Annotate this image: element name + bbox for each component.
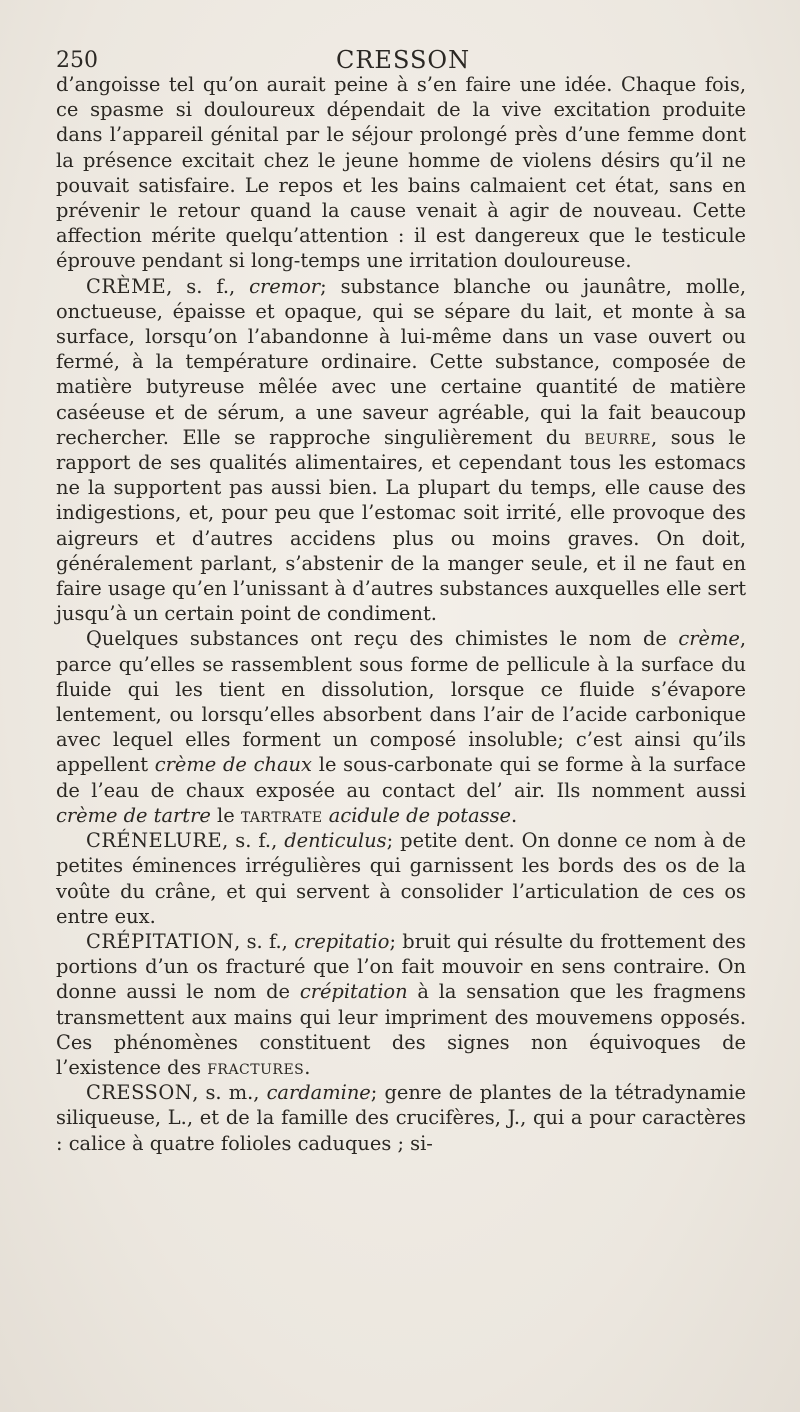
headword: CRÈME — [86, 274, 167, 298]
headword: CRÉNELURE — [86, 829, 223, 853]
definition-text: , sous le rapport de ses qualités alimentaires, et cependant tous les estomacs ne la supportent pas aussi bien. La plupart du temps, elle cause des indigestions, et, pour peu que l’estomac soit irrité, elle provoque des aigreurs et d’autres accidens plus ou moins graves. On doit, généralement parlant, s’abstenir de la manger seule, et il ne faut en faire usage qu’en l’unissant à d’autres substances auxquelles elle sert jusqu’à un certain point de condiment. — [56, 425, 746, 626]
entry-crepitation — [56, 929, 746, 1080]
definition-text: . — [304, 1055, 311, 1079]
headword: CRÉPITATION — [86, 929, 235, 953]
definition-text: à la sensation que les fragmens transmettent aux mains qui leur impriment des mouvemens opposés. Ces phénomènes constituent des signes non équivoques de l’existence des — [56, 980, 747, 1079]
italic-term: crème de tartre — [56, 803, 211, 827]
definition-text: ; bruit qui résulte du frottement des portions d’un os fracturé que l’on fait mouvoir en sens contraire. On donne aussi le nom de — [56, 929, 746, 1004]
latin-term: cardamine — [266, 1081, 371, 1105]
running-head: CRESSON — [336, 46, 471, 74]
entry-crenelure — [56, 828, 746, 929]
part-of-speech: , s. m., — [192, 1081, 267, 1105]
part-of-speech: , s. f., — [222, 829, 285, 853]
page-number: 250 — [56, 48, 98, 73]
definition-text: ; substance blanche ou jaunâtre, molle, onctueuse, épaisse et opaque, qui se sépare du lait, et monte à sa surface, lorsqu’on l’abandonne à lui-même dans un vase ouvert ou fermé, à la température ordinaire. Cette substance, composée de matière butyreuse mêlée avec une certaine quantité de matière caséeuse et de sérum, a une saveur agréable, qui la fait beaucoup rechercher. Elle se rapproche singulièrement du — [56, 274, 746, 449]
headword: CRESSON — [86, 1081, 193, 1105]
definition-text: le sous-carbonate qui se forme à la surface de l’eau de chaux exposée au contact del’ air. Ils nomment aussi — [56, 753, 747, 802]
italic-term: crépitation — [299, 980, 408, 1004]
definition-text: ; genre de plantes de la tétradynamie siliqueuse, L., et de la famille des crucifères, J., qui a pour caractères : calice à quatre folioles caduques ; si- — [56, 1081, 746, 1155]
part-of-speech: , s. f., — [234, 929, 295, 953]
latin-term: denticulus — [284, 829, 387, 853]
entry-creme — [56, 274, 746, 627]
entry-cresson — [56, 1080, 746, 1156]
italic-term: acidule de potasse — [322, 803, 512, 827]
italic-term: crème — [678, 627, 740, 651]
part-of-speech: , s. f., — [166, 274, 250, 298]
definition-text: , parce qu’elles se rassemblent sous forme de pellicule à la surface du fluide qui les tient en dissolution, lorsque ce fluide s’évapore lentement, ou lorsqu’elles absorbent dans l’air de l’acide carbonique avec lequel elles forment un composé insoluble; c’est ainsi qu’ils appellent — [56, 627, 746, 777]
cross-reference: tartrate — [240, 803, 323, 827]
cross-reference: fractures — [207, 1055, 305, 1079]
definition-text: le — [210, 803, 241, 827]
definition-text: ; petite dent. On donne ce nom à de petites éminences irrégulières qui garnissent les bords des os de la voûte du crâne, et qui servent à consolider l’articulation de ces os entre eux. — [56, 829, 746, 928]
italic-term: crème de chaux — [154, 753, 312, 777]
definition-text: Quelques substances ont reçu des chimistes le nom de — [86, 627, 679, 651]
latin-term: cremor — [249, 274, 321, 298]
body-text — [56, 72, 746, 1156]
cross-reference: beurre — [584, 425, 651, 449]
definition-text: . — [511, 803, 518, 827]
entry-creme-chemistry — [56, 626, 746, 828]
latin-term: crepitatio — [294, 929, 390, 953]
paragraph-continuation: d’angoisse tel qu’on aurait peine à s’en faire une idée. Chaque fois, ce spasme si douloureux dépendait de la vive excitation produite dans l’appareil génital par le séjour prolongé près d’une femme dont la présence excitait chez le jeune homme de violens désirs qu’il ne pouvait satisfaire. Le repos et les bains calmaient cet état, sans en prévenir le retour quand la cause venait à agir de nouveau. Cette affection mérite quelqu’attention : il est dangereux que le testicule éprouve pendant si long-temps une irritation douloureuse. — [56, 73, 746, 273]
